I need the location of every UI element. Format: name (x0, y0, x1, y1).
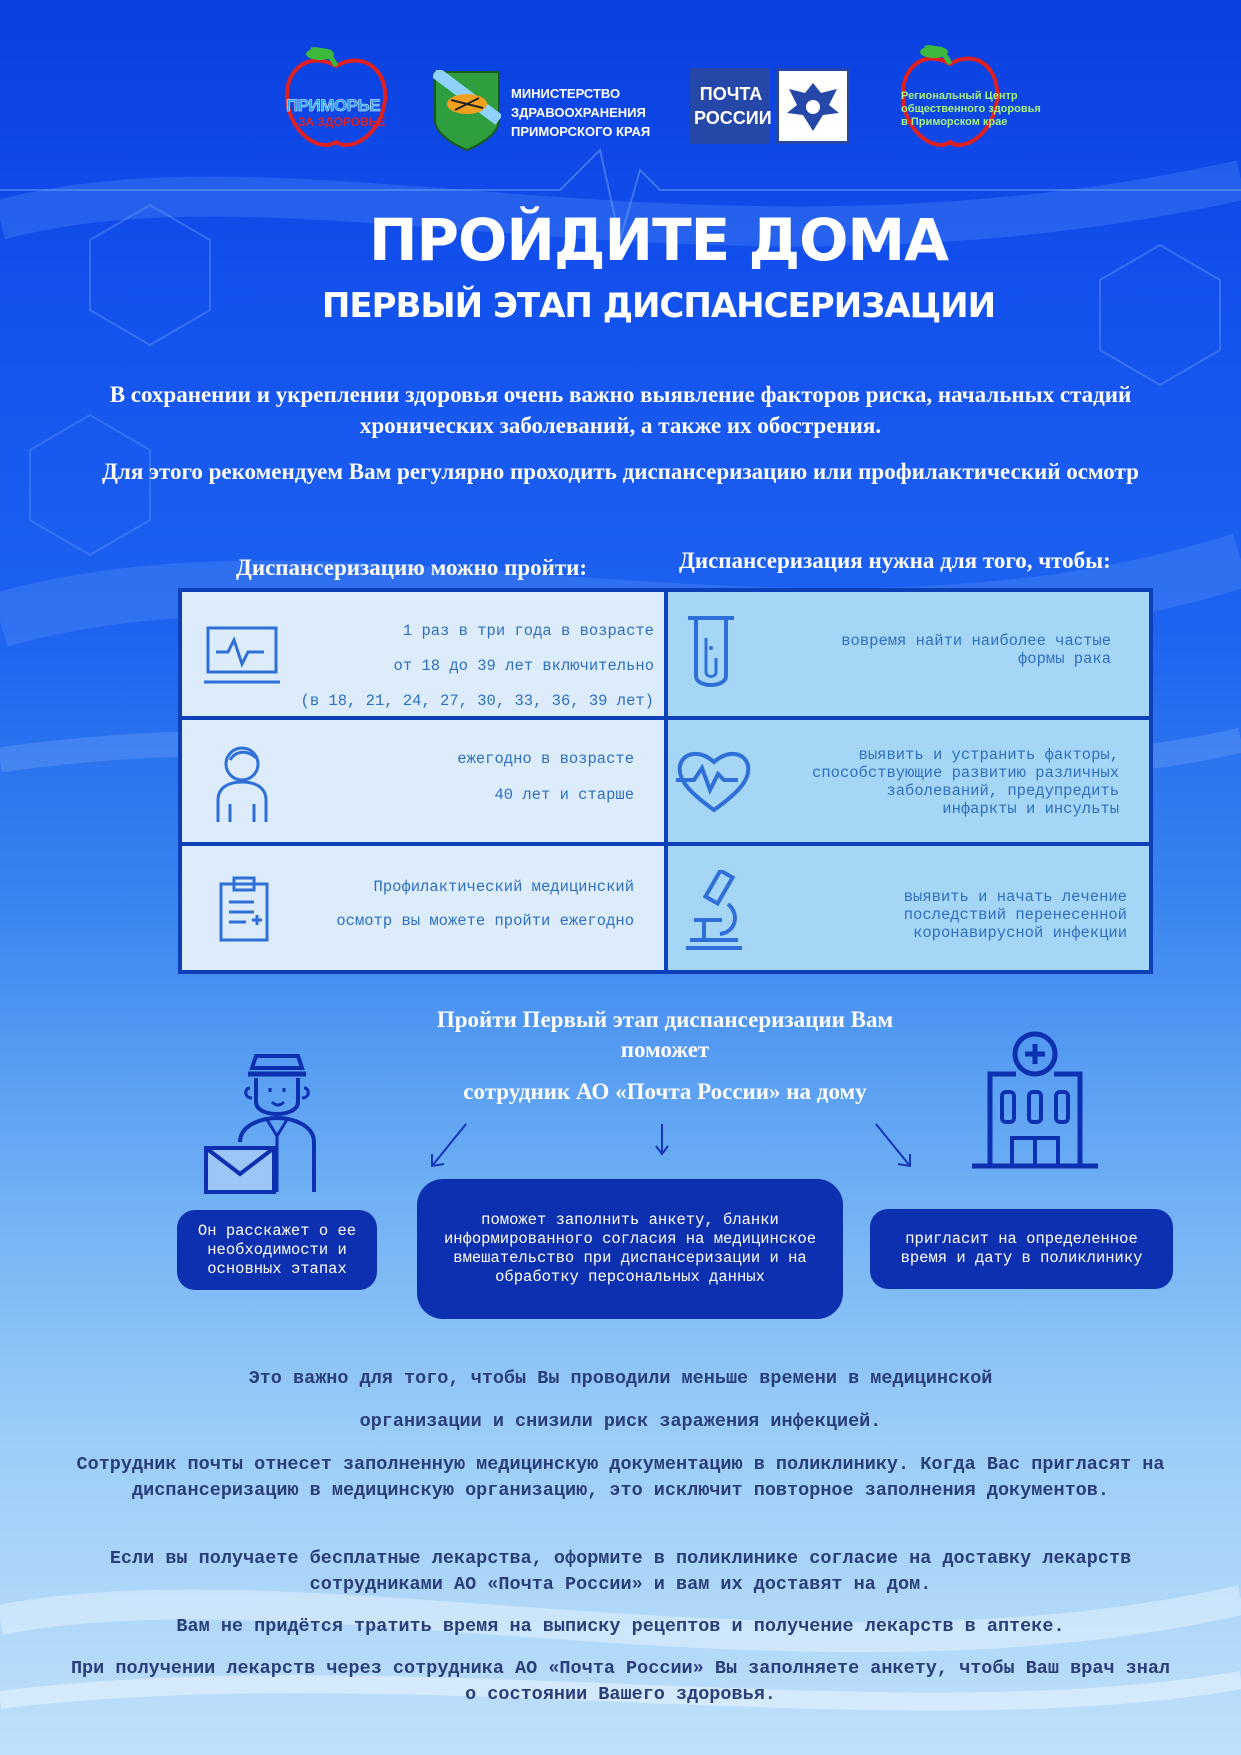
russian-post-logo (690, 68, 850, 144)
right-cell-1 (668, 592, 1149, 716)
bottom-paragraph-5: При получении лекарств через сотрудника АО «Почта России» Вы заполняете анкету, чтобы Ваш врач знал о состоянии Вашего здоровья. (70, 1658, 1171, 1705)
bottom-paragraph-2: Сотрудник почты отнесет заполненную медицинскую документацию в поликлинику. Когда Вас пригласят на диспансеризацию в медицинскую организацию, это исключит повторное заполнения документов. (76, 1454, 1165, 1501)
right-cell-3-line-3: коронавирусной инфекции (913, 924, 1127, 942)
page-subtitle: ПЕРВЫЙ ЭТАП ДИСПАНСЕРИЗАЦИИ (321, 286, 996, 326)
right-cell-2-line-4: инфаркты и инсульты (942, 800, 1119, 818)
left-cell-1-line-3: (в 18, 21, 24, 27, 30, 33, 36, 39 лет) (300, 692, 654, 710)
left-cell-2-line-1: ежегодно в возрасте (457, 750, 634, 768)
right-cell-3-line-1: выявить и начать лечение (903, 888, 1127, 906)
intro-paragraph-2: Для этого рекомендуем Вам регулярно проходить диспансеризацию или профилактический осмотр (102, 459, 1139, 484)
intro-paragraph-1: В сохранении и укреплении здоровья очень важно выявление факторов риска, начальных стадий хронических заболеваний, а также их обострения. (109, 382, 1132, 438)
right-cell-2-line-3: заболеваний, предупредить (886, 782, 1119, 800)
postman-icon (200, 1052, 330, 1194)
info-grid (178, 588, 1153, 974)
arrows (420, 1120, 920, 1172)
ministry-line-2: ЗДРАВООХРАНЕНИЯ (511, 105, 646, 120)
center-line-3: в Приморском крае (901, 116, 1008, 128)
clipboard-icon (218, 876, 270, 942)
right-cell-1-line-2: формы рака (1017, 650, 1111, 668)
right-cell-3 (668, 846, 1149, 970)
pill-center: поможет заполнить анкету, бланки информированного согласия на медицинское вмешательство при диспансеризации и на обработку персональных данных (417, 1179, 843, 1319)
ministry-line-1: МИНИСТЕРСТВО (511, 86, 621, 101)
help-title-line-3: сотрудник АО «Почта России» на дому (463, 1079, 867, 1104)
eagle-emblem-icon (779, 71, 847, 141)
right-cell-1-line-1: вовремя найти наиболее частые (841, 632, 1111, 650)
primorye-logo-text-2: ЗА ЗДОРОВЬЕ (298, 115, 386, 129)
hospital-icon (968, 1030, 1102, 1170)
monitor-pulse-icon (204, 624, 280, 686)
test-tube-icon (686, 614, 736, 694)
help-title-line-1: Пройти Первый этап диспансеризации Вам (436, 1007, 894, 1032)
center-line-2: общественного здоровья (901, 103, 1041, 115)
left-cell-3-line-1: Профилактический медицинский (373, 878, 634, 896)
bottom-paragraph-4: Вам не придётся тратить время на выписку рецептов и получение лекарств в аптеке. (176, 1616, 1065, 1637)
right-cell-2-line-2: способствующие развитию различных (812, 764, 1119, 782)
ministry-line-3: ПРИМОРСКОГО КРАЯ (511, 124, 651, 139)
post-line-1: ПОЧТА (699, 84, 763, 104)
right-cell-2 (668, 720, 1149, 842)
left-cell-2 (182, 720, 664, 842)
left-cell-3-line-2: осмотр вы можете пройти ежегодно (336, 912, 634, 930)
bottom-paragraph-1b: организации и снизили риск заражения инфекцией. (359, 1411, 882, 1432)
help-title-line-2: поможет (620, 1037, 710, 1062)
coat-of-arms-icon (433, 70, 501, 152)
post-line-2: РОССИИ (694, 108, 772, 128)
bottom-paragraph-1a: Это важно для того, чтобы Вы проводили меньше времени в медицинской (248, 1368, 993, 1389)
center-line-1: Региональный Центр (901, 90, 1018, 102)
left-cell-1-line-2: от 18 до 39 лет включительно (393, 657, 654, 675)
left-cell-2-line-2: 40 лет и старше (494, 786, 634, 804)
right-column-heading: Диспансеризация нужна для того, чтобы: (679, 548, 1111, 573)
pill-left: Он расскажет о ее необходимости и основных этапах (177, 1210, 377, 1290)
bottom-paragraph-3: Если вы получаете бесплатные лекарства, оформите в поликлинике согласие на доставку лекарств сотрудниками АО «Почта России» и вам их доставят на дом. (109, 1548, 1132, 1595)
microscope-icon (682, 870, 746, 950)
ministry-logo (433, 70, 653, 158)
right-cell-3-line-2: последствий перенесенной (903, 906, 1127, 924)
right-cell-2-line-1: выявить и устранить факторы, (858, 746, 1119, 764)
regional-center-logo (895, 42, 1055, 157)
page-title: ПРОЙДИТЕ ДОМА (368, 206, 949, 274)
pill-right: пригласит на определенное время и дату в поликлинику (870, 1209, 1173, 1289)
left-cell-1-line-1: 1 раз в три года в возрасте (402, 622, 654, 640)
left-column-heading: Диспансеризацию можно пройти: (236, 555, 588, 580)
left-cell-1 (182, 592, 664, 716)
primorye-logo-text-1: ПРИМОРЬЕ (286, 96, 381, 115)
person-icon (210, 742, 274, 824)
heart-pulse-icon (676, 748, 752, 814)
primorye-logo (276, 44, 396, 156)
help-title (380, 1005, 950, 1107)
left-cell-3 (182, 846, 664, 970)
